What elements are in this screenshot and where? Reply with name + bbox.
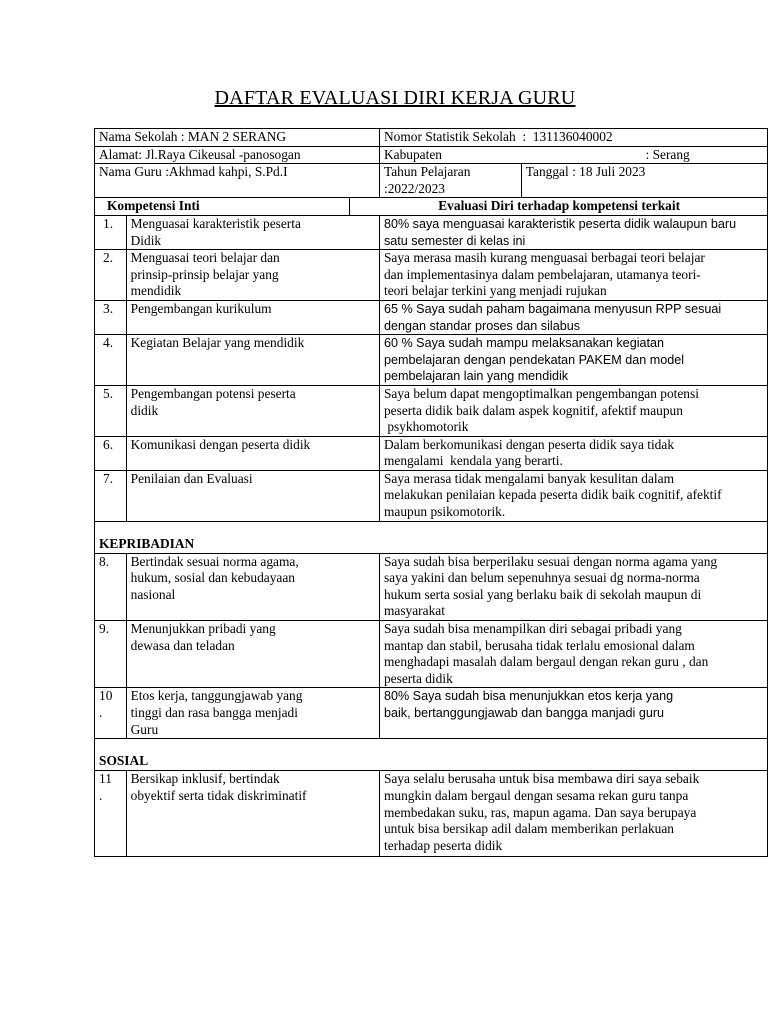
competency-line: Guru: [130, 721, 159, 737]
evaluation-line: peserta didik: [383, 670, 453, 686]
row-number-part: 10: [99, 688, 113, 704]
table-row: [95, 621, 768, 688]
competency-cell: [126, 771, 379, 857]
competency-cell: [126, 300, 379, 334]
evaluation-line: Dalam berkomunikasi dengan peserta didik saya tidak: [383, 436, 675, 452]
competency-line: mendidik: [130, 283, 182, 299]
district-value: : Serang: [645, 146, 690, 162]
competency-line: Pengembangan kurikulum: [130, 300, 272, 316]
header-row: [95, 146, 768, 164]
competency-line: Menunjukkan pribadi yang: [130, 621, 276, 637]
evaluation-line: terhadap peserta didik: [383, 837, 503, 853]
column-header-row: [95, 198, 768, 216]
teacher-name: Nama Guru :Akhmad kahpi, S.Pd.I: [95, 164, 380, 198]
school-statistic-number: Nomor Statistik Sekolah : 131136040002: [379, 129, 767, 147]
evaluation-cell: [379, 215, 767, 249]
date: Tanggal : 18 Juli 2023: [521, 164, 767, 198]
evaluation-line: 65 % Saya sudah paham bagaimana menyusun RPP sesuai: [383, 301, 722, 316]
evaluation-line: dan implementasinya dalam pembelajaran, utamanya teori-: [383, 266, 701, 282]
evaluation-line: saya yakini dan belum sepenuhnya sesuai dg norma-norma: [383, 570, 700, 586]
evaluation-line: menghadapi masalah dalam bergaul dengan rekan guru , dan: [383, 654, 709, 670]
evaluation-line: 80% Saya sudah bisa menunjukkan etos kerja yang: [383, 689, 674, 704]
competency-line: Komunikasi dengan peserta didik: [130, 436, 311, 452]
page-title: DAFTAR EVALUASI DIRI KERJA GURU: [214, 87, 576, 109]
evaluation-line: Saya sudah bisa menampilkan diri sebagai pribadi yang: [383, 621, 682, 637]
table-row: [95, 300, 768, 334]
row-number: 8.: [95, 553, 127, 620]
competency-line: dewasa dan teladan: [130, 637, 235, 653]
competency-line: Penilaian dan Evaluasi: [130, 470, 253, 486]
competency-line: Kegiatan Belajar yang mendidik: [130, 335, 305, 351]
row-number: 1.: [95, 215, 127, 249]
table-row: [95, 250, 768, 301]
evaluation-line: dengan standar proses dan silabus: [383, 318, 581, 333]
table-row: [95, 688, 768, 739]
evaluation-line: maupun psikomotorik.: [383, 504, 506, 520]
competency-line: prinsip-prinsip belajar yang: [130, 266, 279, 282]
evaluation-line: masyarakat: [383, 603, 445, 619]
competency-cell: [126, 470, 379, 521]
table-row: [95, 771, 768, 857]
evaluation-line: untuk bisa bersikap adil dalam memberikan perlakuan: [383, 821, 675, 837]
row-number: 7.: [95, 470, 127, 521]
column-header-evaluation: Evaluasi Diri terhadap kompetensi terkait: [350, 198, 768, 216]
evaluation-cell: [379, 688, 767, 739]
competency-line: nasional: [130, 586, 176, 602]
competency-cell: [126, 385, 379, 436]
evaluation-line: satu semester di kelas ini: [383, 233, 526, 248]
table-row: [95, 335, 768, 386]
section-row-kepribadian: [95, 521, 768, 553]
column-header-competency: Kompetensi Inti: [95, 198, 350, 216]
table-row: [95, 215, 768, 249]
table-row: [95, 385, 768, 436]
evaluation-cell: [379, 436, 767, 470]
evaluation-line: Saya merasa masih kurang menguasai berbagai teori belajar: [383, 250, 705, 266]
evaluation-line: melakukan penilaian kepada peserta didik baik cognitif, afektif: [383, 487, 722, 503]
row-number: 4.: [95, 335, 127, 386]
evaluation-line: pembelajaran lain yang mendidik: [383, 369, 569, 384]
competency-line: Bertindak sesuai norma agama,: [130, 553, 299, 569]
evaluation-line: baik, bertanggungjawab dan bangga manjadi guru: [383, 706, 665, 720]
row-number: 9.: [95, 621, 127, 688]
row-number-part: .: [99, 788, 103, 803]
evaluation-cell: [379, 621, 767, 688]
competency-cell: [126, 436, 379, 470]
evaluation-line: mantap dan stabil, berusaha tidak terlalu emosional dalam: [383, 637, 695, 653]
evaluation-cell: [379, 300, 767, 334]
school-year-cell: [379, 164, 521, 198]
competency-line: Menguasai karakteristik peserta: [130, 215, 301, 231]
section-heading: SOSIAL: [95, 739, 768, 771]
evaluation-cell: [379, 470, 767, 521]
competency-cell: [126, 215, 379, 249]
competency-line: hukum, sosial dan kebudayaan: [130, 570, 295, 586]
competency-line: Etos kerja, tanggungjawab yang: [130, 688, 303, 704]
row-number: 3.: [95, 300, 127, 334]
competency-line: obyektif serta tidak diskriminatif: [130, 788, 307, 803]
row-number: [95, 771, 127, 857]
evaluation-line: teori belajar terkini yang menjadi rujukan: [383, 283, 607, 299]
section-row-sosial: [95, 739, 768, 771]
evaluation-cell: [379, 553, 767, 620]
competency-line: Bersikap inklusif, bertindak: [130, 771, 280, 787]
table-row: [95, 436, 768, 470]
evaluation-cell: [379, 771, 767, 857]
competency-cell: [126, 250, 379, 301]
row-number: 5.: [95, 385, 127, 436]
competency-cell: [126, 553, 379, 620]
evaluation-line: Saya sudah bisa berperilaku sesuai dengan norma agama yang: [383, 553, 718, 569]
evaluation-line: Saya belum dapat mengoptimalkan pengembangan potensi: [383, 385, 699, 401]
row-number-part: .: [99, 705, 103, 720]
competency-line: Menguasai teori belajar dan: [130, 250, 280, 266]
school-name: Nama Sekolah : MAN 2 SERANG: [95, 129, 380, 147]
table-row: [95, 553, 768, 620]
header-row: [95, 129, 768, 147]
evaluation-line: mengalami kendala yang berarti.: [383, 453, 563, 469]
evaluation-line: Saya selalu berusaha untuk bisa membawa diri saya sebaik: [383, 771, 700, 787]
evaluation-line: mungkin dalam bergaul dengan sesama rekan guru tanpa: [383, 788, 689, 803]
row-number: [95, 688, 127, 739]
evaluation-cell: [379, 385, 767, 436]
competency-line: Pengembangan potensi peserta: [130, 385, 296, 401]
school-year-label: Tahun Pelajaran: [383, 164, 471, 180]
district-label: Kabupaten: [383, 146, 442, 162]
evaluation-line: 60 % Saya sudah mampu melaksanakan kegiatan: [383, 336, 665, 351]
school-address: Alamat: Jl.Raya Cikeusal -panosogan: [95, 146, 380, 164]
district-cell: [379, 146, 767, 164]
competency-line: tinggi dan rasa bangga menjadi: [130, 705, 298, 720]
evaluation-line: membedakan suku, ras, mapun agama. Dan saya berupaya: [383, 804, 697, 820]
evaluation-line: hukum serta sosial yang berlaku baik di sekolah maupun di: [383, 586, 702, 602]
competency-line: Didik: [130, 232, 162, 248]
evaluation-cell: [379, 335, 767, 386]
row-number-part: 11: [99, 771, 112, 787]
row-number: 2.: [95, 250, 127, 301]
competency-line: didik: [130, 402, 159, 418]
competency-cell: [126, 621, 379, 688]
row-number: 6.: [95, 436, 127, 470]
evaluation-table: [94, 128, 768, 857]
evaluation-line: psykhomotorik: [383, 419, 469, 435]
competency-cell: [126, 688, 379, 739]
evaluation-line: 80% saya menguasai karakteristik peserta didik walaupun baru: [383, 216, 737, 231]
header-row: [95, 164, 768, 198]
evaluation-line: Saya merasa tidak mengalami banyak kesulitan dalam: [383, 470, 674, 486]
evaluation-line: pembelajaran dengan pendekatan PAKEM dan model: [383, 352, 685, 367]
evaluation-line: peserta didik baik dalam aspek kognitif, afektif maupun: [383, 402, 683, 418]
section-heading: KEPRIBADIAN: [95, 521, 768, 553]
competency-cell: [126, 335, 379, 386]
evaluation-cell: [379, 250, 767, 301]
table-row: [95, 470, 768, 521]
school-year-value: :2022/2023: [383, 180, 445, 196]
